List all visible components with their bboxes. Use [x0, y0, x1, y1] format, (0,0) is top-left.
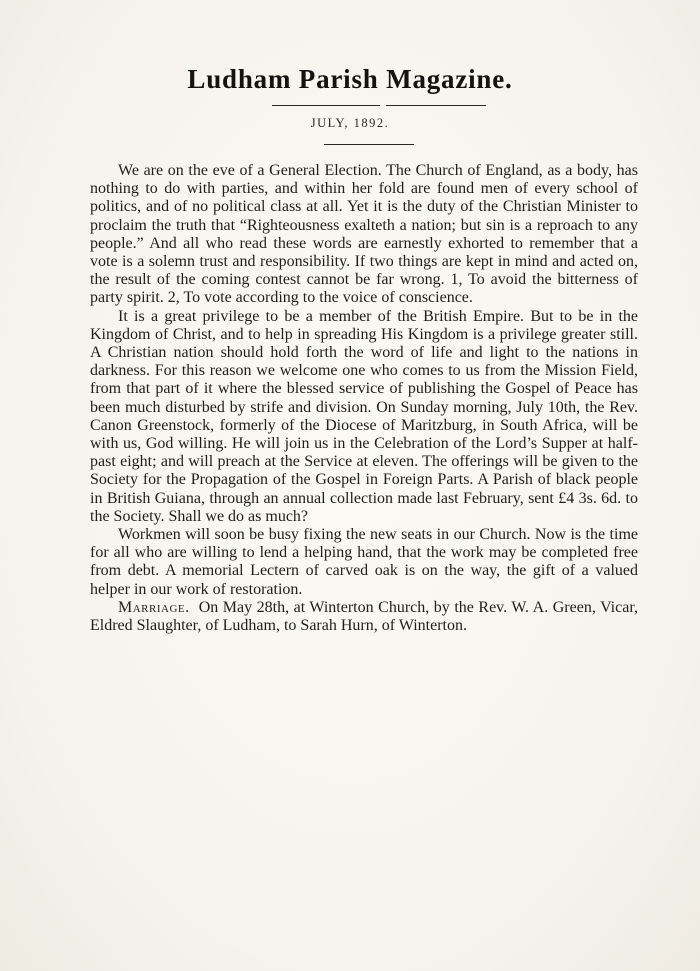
paragraph-election: We are on the eve of a General Election. The Church of England, as a body, has nothing to do with parties, and within her fold are found men of every school of politics, and of no political class at all. Yet it is the duty of the Christian Minister to proclaim the truth that “Righteousness exalteth a nation; but sin is a reproach to any people.” And all who read these words are earnestly exhorted to remember that a vote is a solemn trust and responsibility. If two things are kept in mind and acted on, the result of the coming contest cannot be far wrong. 1, To avoid the bitterness of party spirit. 2, To vote according to the voice of conscience. — [90, 162, 638, 307]
paragraph-mission: It is a great privilege to be a member of the British Empire. But to be in the Kingdom of Christ, and to help in spreading His Kingdom is a privilege greater still. A Christian nation should hold forth the word of life and light to the nations in darkness. For this reason we welcome one who comes to us from the Mission Field, from that part of it where the blessed service of publishing the Gospel of Peace has been much disturbed by strife and division. On Sunday morning, July 10th, the Rev. Canon Greenstock, formerly of the Diocese of Maritzburg, in South Africa, will be with us, God willing. He will join us in the Celebration of the Lord’s Supper at half-past eight; and will preach at the Service at eleven. The offerings will be given to the Society for the Propagation of the Gospel in Foreign Parts. A Parish of black people in British Guiana, through an annual collection made last February, sent £4 3s. 6d. to the Society. Shall we do as much? — [90, 307, 638, 525]
page-title: Ludham Parish Magazine. — [187, 64, 513, 94]
marriage-text: On May 28th, at Winterton Church, by the Rev. W. A. Green, Vicar, Eldred Slaughter, of Ludham, to Sarah Hurn, of Winterton. — [90, 598, 638, 635]
title-rule-left — [272, 105, 380, 106]
article-body — [90, 162, 638, 635]
paragraph-restoration: Workmen will soon be busy fixing the new seats in our Church. Now is the time for all who are willing to lend a helping hand, that the work may be completed free from debt. A memorial Lectern of carved oak is on the way, the gift of a valued helper in our work of restoration. — [90, 526, 638, 598]
date-rule — [324, 144, 414, 145]
issue-date: JULY, 1892. — [310, 116, 390, 130]
title-rule-right — [386, 105, 486, 106]
paragraph-marriage — [90, 599, 638, 635]
marriage-label: Marriage. — [118, 598, 190, 616]
